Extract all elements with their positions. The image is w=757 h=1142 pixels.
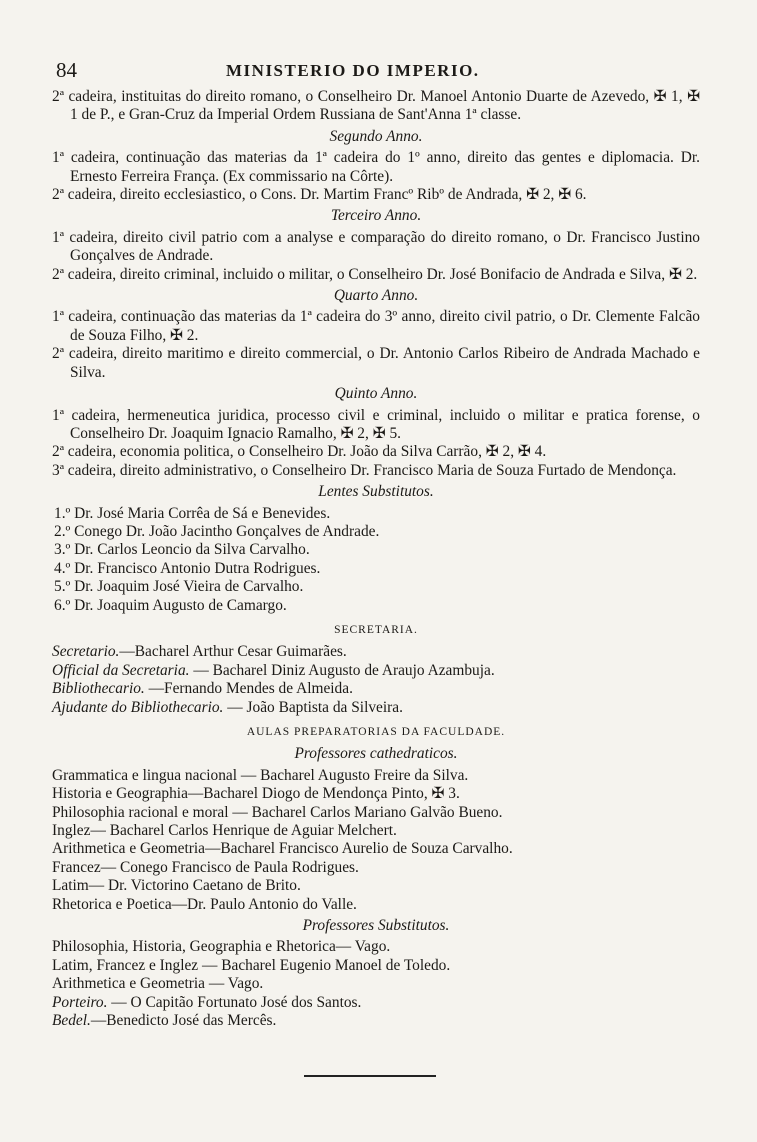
list-item: [52, 699, 700, 717]
role-label: Ajudante do Bibliothecario.: [52, 698, 224, 716]
list-item: 6.º Dr. Joaquim Augusto de Camargo.: [54, 596, 287, 614]
list-item: Arithmetica e Geometria—Bacharel Francisco Aurelio de Souza Carvalho.: [52, 840, 513, 858]
section-heading: AULAS PREPARATORIAS DA FACULDADE.: [246, 726, 506, 738]
list-item: 5.º Dr. Joaquim José Vieira de Carvalho.: [54, 578, 304, 596]
role-holder: —Fernando Mendes de Almeida.: [144, 680, 353, 698]
substitutos-list: [52, 938, 700, 1030]
paragraph: 1ª cadeira, continuação das materias da 1ª cadeira do 3º anno, direito civil patrio, o Dr. Clemente Falcão de Souza Filho, ✠ 2.: [52, 308, 700, 344]
paragraph: 1ª cadeira, continuação das materias da 1ª cadeira do 1º anno, direito das gentes e diplomacia. Dr. Ernesto Ferreira França. (Ex commissario na Côrte).: [52, 149, 700, 185]
list-item: Latim, Francez e Inglez — Bacharel Eugenio Manoel de Toledo.: [52, 956, 451, 974]
paragraph: 2ª cadeira, direito maritimo e direito commercial, o Dr. Antonio Carlos Ribeiro de Andrada Machado e Silva.: [52, 345, 700, 381]
list-item: Historia e Geographia—Bacharel Diogo de Mendonça Pinto, ✠ 3.: [52, 785, 460, 803]
role-holder: — João Baptista da Silveira.: [223, 698, 403, 716]
lentes-list: [52, 505, 700, 615]
paragraph: 1ª cadeira, hermeneutica juridica, processo civil e criminal, incluido o militar e pratica forense, o Conselheiro Dr. Joaquim Ignacio Ramalho, ✠ 2, ✠ 5.: [52, 406, 700, 442]
paragraph: 2ª cadeira, direito criminal, incluido o militar, o Conselheiro Dr. José Bonifacio de Andrada e Silva, ✠ 2.: [52, 265, 698, 283]
running-title: MINISTERIO DO IMPERIO.: [226, 61, 480, 80]
list-item: Latim— Dr. Victorino Caetano de Brito.: [52, 877, 301, 895]
list-item: Rhetorica e Poetica—Dr. Paulo Antonio do Valle.: [52, 895, 357, 913]
role-holder: — O Capitão Fortunato José dos Santos.: [107, 993, 362, 1011]
section-heading: Professores Substitutos.: [302, 917, 450, 935]
list-item: [52, 643, 700, 661]
list-item: Francez— Conego Francisco de Paula Rodrigues.: [52, 858, 359, 876]
section-heading: Lentes Substitutos.: [318, 483, 434, 501]
paragraph: 2ª cadeira, economia politica, o Conselheiro Dr. João da Silva Carrão, ✠ 2, ✠ 4.: [52, 443, 547, 461]
role-holder: — Bacharel Diniz Augusto de Araujo Azambuja.: [189, 661, 495, 679]
role-label: Porteiro.: [52, 993, 108, 1011]
closing-rule: [304, 1075, 436, 1077]
role-label: Bibliothecario.: [52, 680, 145, 698]
section-heading: Segundo Anno.: [329, 127, 423, 145]
list-item: 1.º Dr. José Maria Corrêa de Sá e Benevides.: [54, 504, 331, 522]
role-label: Secretario.: [52, 643, 120, 661]
role-holder: —Benedicto José das Mercês.: [90, 1012, 277, 1030]
list-item: Grammatica e lingua nacional — Bacharel Augusto Freire da Silva.: [52, 766, 469, 784]
list-item: Philosophia racional e moral — Bacharel Carlos Mariano Galvão Bueno.: [52, 803, 503, 821]
paragraph: 3ª cadeira, direito administrativo, o Conselheiro Dr. Francisco Maria de Souza Furtado de Mendonça.: [52, 461, 677, 479]
page-header: [56, 58, 706, 84]
paragraph: 2ª cadeira, instituitas do direito romano, o Conselheiro Dr. Manoel Antonio Duarte de Azevedo, ✠ 1, ✠ 1 de P., e Gran-Cruz da Imperial Ordem Russiana de Sant'Anna 1ª classe.: [52, 88, 700, 124]
section-heading: Professores cathedraticos.: [294, 745, 458, 763]
section-heading: Quinto Anno.: [334, 385, 418, 403]
list-item: Philosophia, Historia, Geographia e Rhetorica— Vago.: [52, 938, 391, 956]
list-item: [52, 994, 700, 1012]
paragraph: 2ª cadeira, direito ecclesiastico, o Cons. Dr. Martim Francº Ribº de Andrada, ✠ 2, ✠ 6.: [52, 186, 587, 204]
list-item: [52, 680, 700, 698]
list-item: Inglez— Bacharel Carlos Henrique de Aguiar Melchert.: [52, 822, 397, 840]
list-item: 3.º Dr. Carlos Leoncio da Silva Carvalho.: [54, 541, 310, 559]
list-item: Arithmetica e Geometria — Vago.: [52, 975, 264, 993]
list-item: [52, 662, 700, 680]
section-heading: SECRETARIA.: [334, 623, 418, 636]
list-item: [52, 1012, 700, 1030]
role-label: Bedel.: [52, 1012, 91, 1030]
page-number: 84: [56, 58, 77, 82]
paragraph: 1ª cadeira, direito civil patrio com a analyse e comparação do direito romano, o Dr. Francisco Justino Gonçalves de Andrade.: [52, 228, 700, 265]
section-heading: Terceiro Anno.: [330, 207, 422, 225]
list-item: 2.º Conego Dr. João Jacintho Gonçalves de Andrade.: [54, 522, 380, 540]
secretaria-list: [52, 643, 700, 717]
cathedraticos-list: [52, 767, 700, 914]
role-label: Official da Secretaria.: [52, 661, 190, 679]
role-holder: —Bacharel Arthur Cesar Guimarães.: [119, 643, 347, 661]
page-content: [52, 88, 700, 1031]
list-item: 4.º Dr. Francisco Antonio Dutra Rodrigues.: [54, 559, 321, 577]
section-heading: Quarto Anno.: [333, 287, 419, 305]
